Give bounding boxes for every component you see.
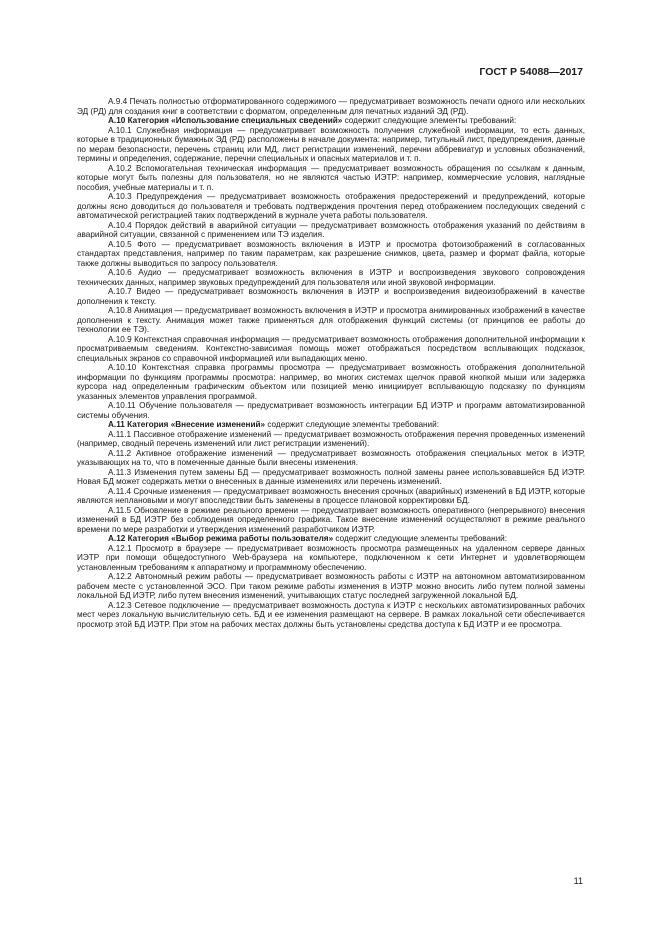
requirement-paragraph	[77, 363, 585, 401]
paragraph-text: содержит следующие элементы требований:	[265, 420, 439, 429]
standard-number: ГОСТ Р 54088—2017	[479, 66, 583, 78]
paragraph-text: А.11.4 Срочные изменения — предусматривает возможность внесения срочных (аварийных) изменений в БД ИЭТР, которые являются неплановыми и могут впоследствии быть заменены в процессе плановой корректировки БД.	[77, 486, 585, 505]
requirement-paragraph	[77, 430, 585, 449]
requirement-paragraph	[77, 401, 585, 420]
category-heading-paragraph	[77, 116, 585, 126]
paragraph-text: А.10.2 Вспомогательная техническая информация — предусматривает возможность обращения по ссылкам к данным, которые могут быть полезны для пользователя, но не являются частью ИЭТР: например, коммерческие условия, наглядные пособия, учебные материалы и т. п.	[77, 163, 585, 192]
requirement-paragraph	[77, 544, 585, 573]
paragraph-text: А.10.10 Контекстная справка программы просмотра — предусматривает возможность отображения дополнительной информации по функциям программы просмотра: например, во многих системах щелчок правой кнопкой мыши или задержка курсора над определенным графическим объектом или позицией меню инициирует всплывающую подсказку по функциям указанных элементов управления программой.	[77, 363, 585, 401]
requirement-paragraph	[77, 164, 585, 193]
paragraph-text: А.10.4 Порядок действий в аварийной ситуации — предусматривает возможность отображения указаний по действиям в аварийной ситуации, связанной с применением или ТЭ изделия.	[77, 220, 585, 239]
document-header	[479, 66, 583, 78]
category-heading-paragraph	[77, 420, 585, 430]
paragraph-text: А.11.5 Обновление в режиме реального времени — предусматривает возможность оперативного (непрерывного) внесения изменений в БД ИЭТР без соблюдения определенного графика. Такое внесение изменений осуществляют в режиме реального времени по мере разработки и утверждения изменений разработчиком ИЭТР.	[77, 505, 585, 534]
paragraph-text: А.11.1 Пассивное отображение изменений — предусматривает возможность отображения перечня проведенных изменений (например, сводный перечень изменений или лист регистрации изменений).	[77, 429, 585, 448]
requirement-paragraph	[77, 221, 585, 240]
requirement-paragraph	[77, 572, 585, 601]
requirement-paragraph	[77, 240, 585, 269]
paragraph-text: А.10.1 Служебная информация — предусматривает возможность получения служебной информации, то есть данных, которые в традиционных бумажных ЭД (РД) расположены в начале документа: например, титульный лист, предупреждения, данные по мерам безопасности, перечень страниц или МД, лист регистрации изменений, перечни аббревиатур и условных обозначений, термины и определения, содержание, перечни специальных и опасных материалов и т. п.	[77, 125, 585, 163]
paragraph-text: А.10.11 Обучение пользователя — предусматривает возможность интеграции БД ИЭТР и программ автоматизированной системы обучения.	[77, 401, 585, 420]
paragraph-text: А.10.8 Анимация — предусматривает возможность включения в ИЭТР и просмотра анимированных изображений в качестве дополнения к тексту. Анимация может также применяться для отображения функций системы (от принципов ее работы до технологии ее ТЭ).	[77, 306, 585, 334]
page-number: 11	[573, 876, 583, 886]
requirement-paragraph	[77, 449, 585, 468]
paragraph-text: А.12.1 Просмотр в браузере — предусматривает возможность просмотра размещенных на удаленном сервере данных ИЭТР при помощи общедоступного Web-браузера на компьютере, подключенном к сети Интернет и удовлетворяющем установленным требованиям к аппаратному и программному обеспечению.	[77, 543, 585, 572]
category-title: А.10 Категория «Использование специальных сведений»	[108, 116, 343, 125]
paragraph-text: А.11.3 Изменения путем замены БД — предусматривает возможность полной замены ранее использовавшейся БД ИЭТР. Новая БД может содержать метки о внесенных в данные изменениях или перечень изменений.	[77, 467, 585, 486]
paragraph-text: А.12.2 Автономный режим работы — предусматривает возможность работы с ИЭТР на автономном автоматизированном рабочем месте с установленной ЭСО. При таком режиме работы изменения в ИЭТР можно вносить либо путем полной замены локальной БД ИЭТР, либо путем внесения изменений, учитывающих статус последней загруженной локальной БД.	[77, 572, 585, 600]
category-heading-paragraph	[77, 534, 585, 544]
requirement-paragraph	[77, 601, 585, 630]
page-footer	[574, 876, 583, 886]
requirement-paragraph	[77, 287, 585, 306]
paragraph-text: А.11.2 Активное отображение изменений — предусматривает возможность отображения специальных меток в ИЭТР, указывающих на то, что в помеченные данные были внесены изменения.	[77, 448, 585, 467]
requirement-paragraph	[77, 506, 585, 535]
requirement-paragraph	[77, 335, 585, 364]
requirement-paragraph	[77, 126, 585, 164]
paragraph-text: А.10.5 Фото — предусматривает возможность включения в ИЭТР и просмотра фотоизображений в согласованных стандартах представления, например по таким параметрам, как разрешение снимков, цвета, размер и формат файла, которые также должны выводиться по запросу пользователя.	[77, 239, 585, 268]
paragraph-text: содержит следующие элементы требований:	[342, 116, 517, 125]
requirement-paragraph	[77, 468, 585, 487]
requirement-paragraph	[77, 97, 585, 116]
paragraph-text: содержит следующие элементы требований:	[333, 534, 508, 543]
requirement-paragraph	[77, 192, 585, 221]
paragraph-text: А.10.6 Аудио — предусматривает возможность включения в ИЭТР и воспроизведения звукового сопровождения технических данных, например звуковых предупреждений для пользователя или иной звуковой информации.	[77, 268, 585, 287]
requirement-paragraph	[77, 487, 585, 506]
document-body	[77, 97, 585, 629]
category-title: А.11 Категория «Внесение изменений»	[108, 420, 266, 429]
paragraph-text: А.12.3 Сетевое подключение — предусматривает возможность доступа к ИЭТР с нескольких автоматизированных рабочих мест через локальную вычислительную сеть. БД и ее изменения размещают на сервере. В рамках локальной сети обеспечивается просмотр этой БД ИЭТР. При этом на рабочих местах должны быть установлены средства доступа к БД ИЭТР и ее просмотра.	[77, 600, 585, 629]
paragraph-text: А.10.9 Контекстная справочная информация — предусматривает возможность отображения дополнительной информации к просматриваемым сведениям. Контекстно-зависимая помощь может отображаться посредством всплывающих подсказок, специальных экранов со справочной информацией или выпадающих меню.	[77, 334, 585, 363]
category-title: А.12 Категория «Выбор режима работы пользователя»	[108, 534, 334, 543]
paragraph-text: А.9.4 Печать полностью отформатированного содержимого — предусматривает возможность печати одного или нескольких ЭД (РД) для создания книг в соответствии с форматом, определенным для печатных изданий ЭД (РД).	[77, 97, 585, 116]
paragraph-text: А.10.3 Предупреждения — предусматривает возможность отображения предостережений и предупреждений, которые должны ясно доводиться до пользователя и требовать подтверждения прочтения перед отображением последующих сведений с автоматической регистрацией таких подтверждений в журнале учета работы пользователя.	[77, 192, 585, 220]
requirement-paragraph	[77, 306, 585, 335]
paragraph-text: А.10.7 Видео — предусматривает возможность включения в ИЭТР и воспроизведения видеоизображений в качестве дополнения к тексту.	[77, 287, 585, 306]
requirement-paragraph	[77, 268, 585, 287]
